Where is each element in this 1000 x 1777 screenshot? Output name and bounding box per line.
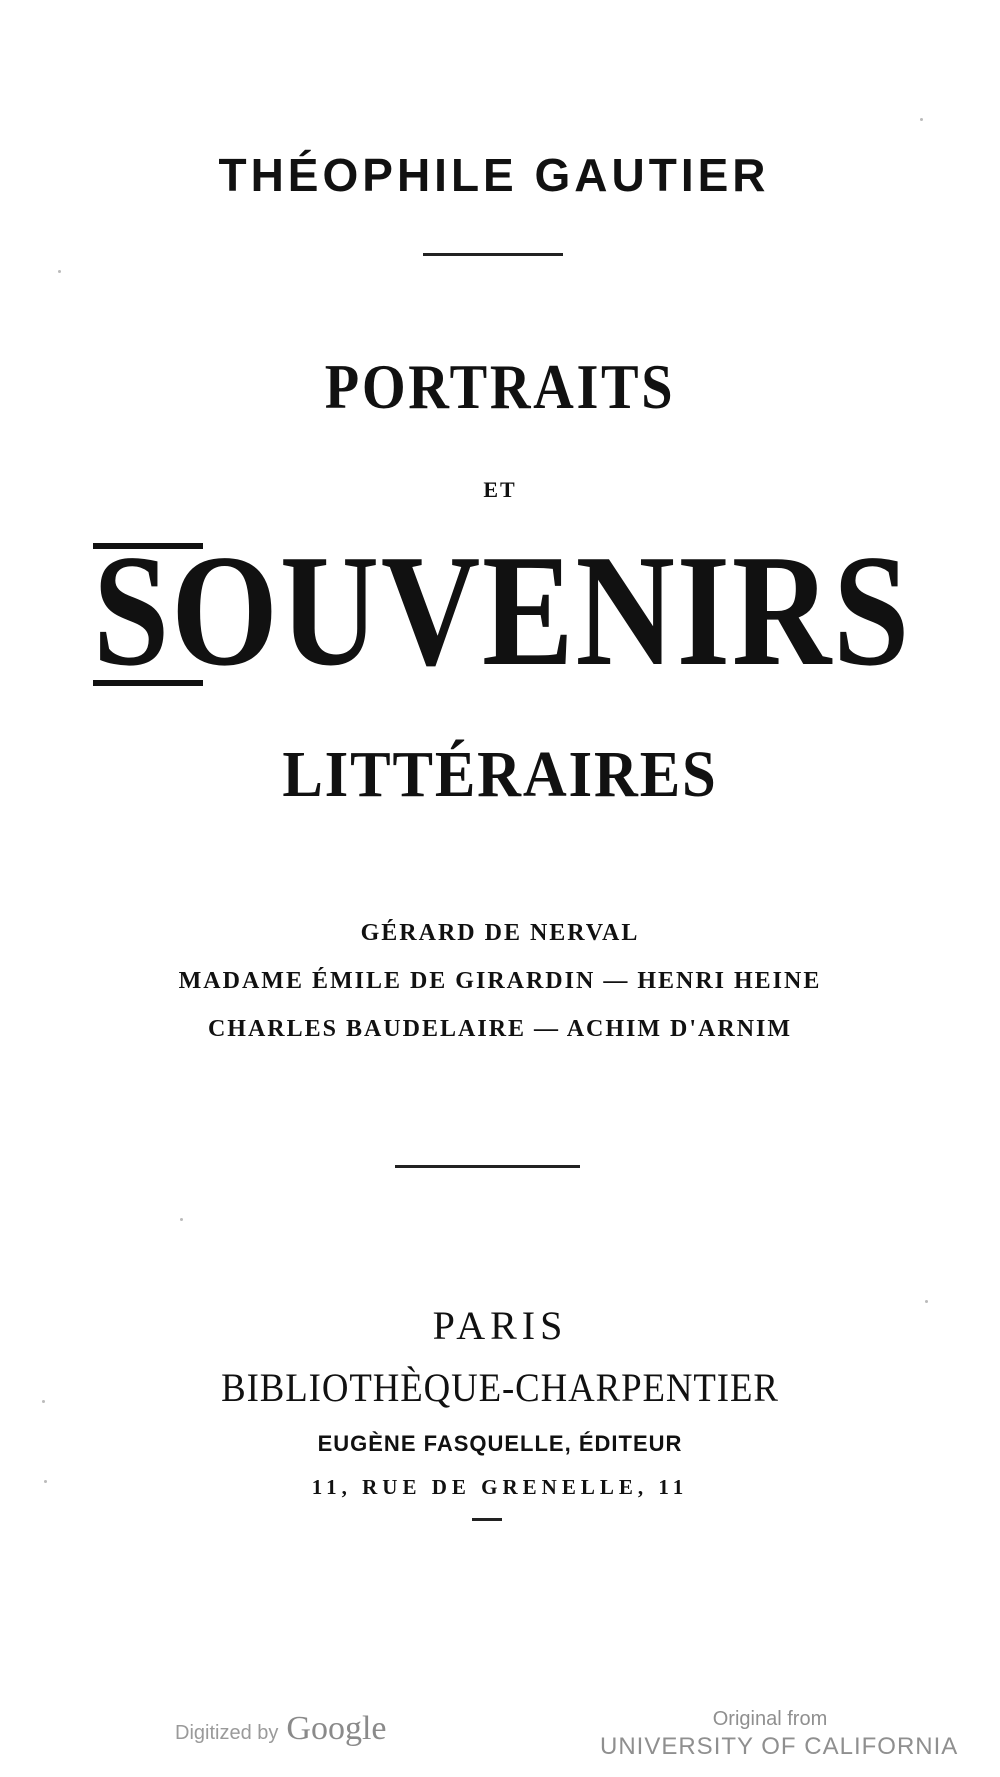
subject-line: MADAME ÉMILE DE GIRARDIN — HENRI HEINE (178, 968, 822, 994)
author-name: THÉOPHILE GAUTIER (218, 149, 770, 201)
imprint-publisher: BIBLIOTHÈQUE-CHARPENTIER (221, 1365, 779, 1410)
original-source-watermark (600, 1708, 959, 1761)
subject-line: GÉRARD DE NERVAL (360, 920, 640, 946)
imprint-address: 11, RUE DE GRENELLE, 11 (311, 1475, 689, 1499)
scan-speck (920, 118, 923, 121)
scan-speck (58, 270, 61, 273)
divider-rule (472, 1518, 502, 1521)
title-conjunction: ET (483, 477, 517, 502)
scan-speck (925, 1300, 928, 1303)
divider-rule (423, 253, 563, 256)
original-label: Original from (712, 1708, 828, 1730)
title-line-litteraires: LITTÉRAIRES (282, 738, 718, 811)
imprint-editor: EUGÈNE FASQUELLE, ÉDITEUR (317, 1431, 683, 1456)
imprint-city: PARIS (432, 1303, 568, 1348)
digitized-label: Digitized by (175, 1722, 279, 1744)
title-line-souvenirs: SOUVENIRS (92, 521, 912, 699)
scan-speck (42, 1400, 45, 1403)
title-line-portraits: PORTRAITS (324, 351, 676, 422)
divider-rule (395, 1165, 580, 1168)
subject-line: CHARLES BAUDELAIRE — ACHIM D'ARNIM (207, 1016, 793, 1042)
original-source: UNIVERSITY OF CALIFORNIA (600, 1733, 959, 1760)
scan-speck (180, 1218, 183, 1221)
digitized-by-watermark (175, 1710, 386, 1748)
google-logo: Google (286, 1710, 387, 1747)
scan-speck (44, 1480, 47, 1483)
